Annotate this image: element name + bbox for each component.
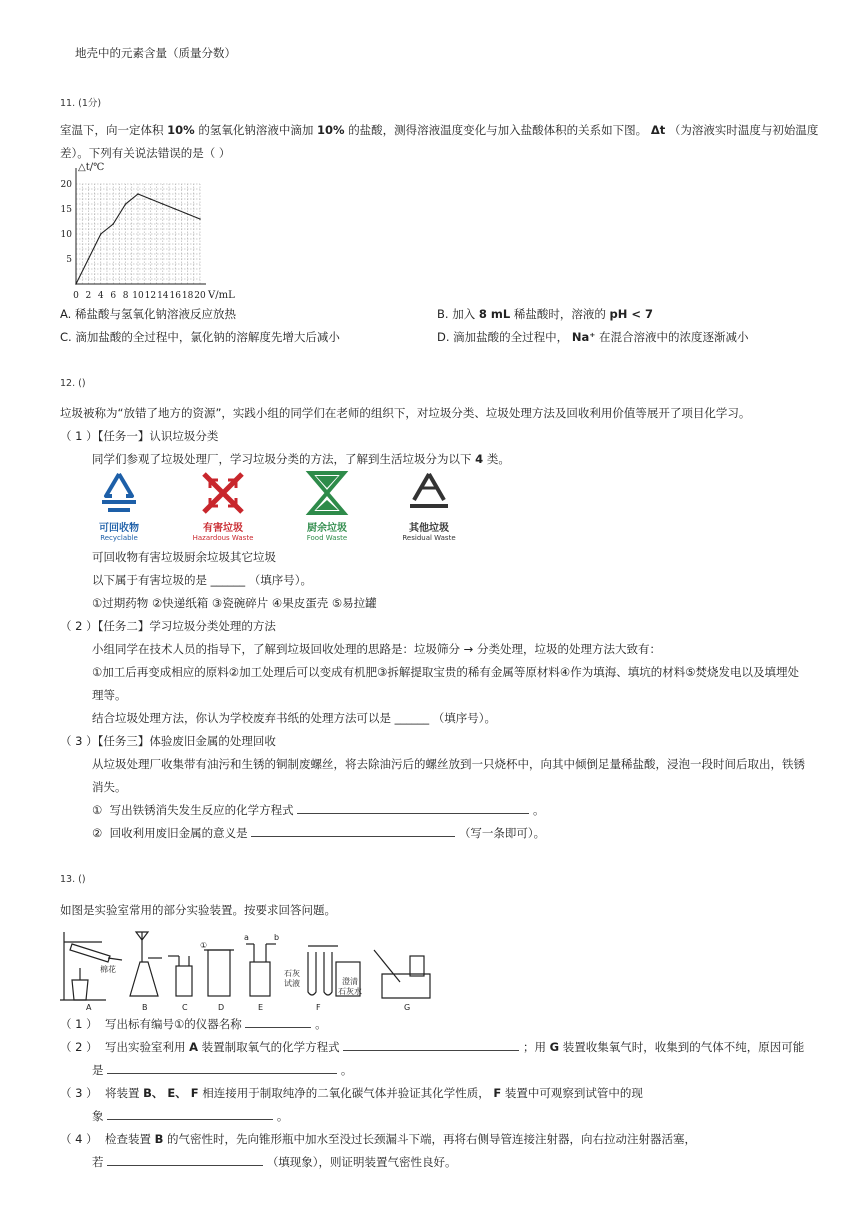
x-tick-label: 0 (73, 291, 79, 301)
label-b: B (142, 1003, 148, 1012)
limewater-label-2: 石灰水 (338, 987, 362, 996)
q11-stem-line1: 室温下，向一定体积 10% 的氢氧化钠溶液中滴加 10% 的盐酸，测得溶液温度变化与加入盐酸体积的关系如下图。 Δt （为溶液实时温度与初始温度 (60, 123, 819, 137)
y-tick-label: 15 (60, 205, 72, 215)
q11-stem-line2: 差）。下列有关说法错误的是（ ） (60, 146, 231, 160)
answer-blank[interactable] (107, 1155, 263, 1166)
y-axis-label: △t/℃ (78, 162, 105, 173)
q12-part1-text: 同学们参观了垃圾处理厂，学习垃圾分类的方法，了解到生活垃圾分为以下 4 类。 (92, 452, 510, 466)
question-11-header (60, 95, 101, 109)
hazardous-waste-icon: 有害垃圾 Hazardous Waste (188, 470, 258, 544)
temperature-chart (58, 158, 248, 306)
bottle-d (208, 950, 230, 996)
answer-blank[interactable] (107, 1063, 337, 1074)
q12-part3-q1: ① 写出铁锈消失发生反应的化学方程式 。 (92, 803, 545, 817)
question-12-header: 12. () (60, 378, 86, 389)
cotton-label: 棉花 (100, 965, 116, 974)
q11-option-b: B. 加入 8 mL 稀盐酸时，溶液的 pH < 7 (437, 307, 654, 321)
q12-part3-text1: 从垃圾处理厂收集带有油污和生锈的铜制废螺丝，将去除油污后的螺丝放到一只烧杯中，向其中倾倒足量稀盐酸，浸泡一段时间后取出，铁锈 (92, 757, 805, 771)
label-g: G (404, 1003, 411, 1012)
data-point (162, 203, 164, 205)
lab-apparatus-diagram (58, 922, 458, 1014)
test-tube (70, 944, 110, 962)
q13-part3-cont: 象 。 (92, 1109, 289, 1123)
x-tick-label: 4 (97, 291, 104, 301)
answer-blank[interactable] (343, 1040, 519, 1051)
water-trough (382, 974, 430, 998)
x-tick-label: 12 (144, 291, 157, 301)
port-b-label: b (274, 933, 280, 942)
data-point (112, 223, 114, 225)
data-point (100, 233, 102, 235)
data-point (150, 198, 152, 200)
question-number: 11. (60, 98, 76, 109)
q13-part4-cont: 若 （填现象），则证明装置气密性良好。 (92, 1155, 457, 1169)
q12-part1-items: ①过期药物 ②快递纸箱 ③瓷碗碎片 ④果皮蛋壳 ⑤易拉罐 (92, 596, 377, 610)
q12-part2-text3: 理等。 (92, 688, 127, 702)
residual-waste-icon: 其他垃圾 Residual Waste (396, 470, 462, 544)
q11-option-c: C. 滴加盐酸的全过程中，氯化钠的溶解度先增大后减小 (60, 330, 340, 344)
data-point (88, 258, 90, 260)
data-point (199, 218, 201, 220)
label-d: D (218, 1003, 225, 1012)
q13-intro: 如图是实验室常用的部分实验装置。按要求回答问题。 (60, 903, 336, 917)
limestone-label-2: 试液 (284, 979, 300, 988)
q12-part3-q2: ② 回收利用废旧金属的意义是 （写一条即可）。 (92, 826, 546, 840)
test-tube-f2 (324, 952, 332, 995)
port-a-label: a (244, 933, 249, 942)
data-point (125, 203, 127, 205)
q12-part2-question: 结合垃圾处理方法，你认为学校废弃书纸的处理方法可以是 ______ （填序号）。 (92, 711, 497, 725)
q12-intro: 垃圾被称为“放错了地方的资源”，实践小组的同学们在老师的组织下，对垃圾分类、垃圾处理方法及回收利用价值等展开了项目化学习。 (60, 406, 751, 420)
question-score: (1分) (78, 98, 102, 109)
label-a: A (86, 1003, 92, 1012)
q12-part3-text2: 消失。 (92, 780, 127, 794)
q12-part1-question: 以下属于有害垃圾的是 ______ （填序号）。 (92, 573, 313, 587)
q12-part2-text2: ①加工后再变成相应的原料②加工处理后可以变成有机肥③拆解提取宝贵的稀有金属等原材料④作为填海、填坑的材料⑤焚烧发电以及填埋处 (92, 665, 800, 679)
limestone-label-1: 石灰 (284, 969, 300, 978)
y-tick-label: 10 (60, 230, 72, 240)
data-point (174, 208, 176, 210)
q13-part2-cont: 是 。 (92, 1063, 353, 1077)
q13-part2: （ 2 ） 写出实验室利用 A 装置制取氧气的化学方程式 ；用 G 装置收集氧气时，收集到的气体不纯，原因可能 (60, 1040, 805, 1054)
data-point (137, 193, 139, 195)
label-f: F (316, 1003, 321, 1012)
x-axis-label: V/mL (208, 290, 235, 301)
alcohol-lamp (72, 980, 88, 1000)
answer-blank[interactable] (245, 1017, 311, 1028)
data-point (75, 283, 77, 285)
q13-part1: （ 1 ） 写出标有编号①的仪器名称 。 (60, 1017, 327, 1031)
gas-bottle-c (176, 966, 192, 996)
icon-caption: 可回收物有害垃圾厨余垃圾其它垃圾 (92, 550, 276, 564)
q12-part3-label: （ 3 ）【任务三】体验废旧金属的处理回收 (60, 734, 276, 748)
food-waste-icon: 厨余垃圾 Food Waste (296, 470, 358, 544)
answer-blank[interactable] (251, 826, 455, 837)
collecting-bottle (410, 956, 424, 976)
x-tick-label: 18 (181, 291, 194, 301)
x-tick-label: 6 (110, 291, 117, 301)
test-tube-f1 (308, 952, 316, 995)
conical-flask (130, 962, 158, 996)
x-tick-label: 8 (122, 291, 129, 301)
answer-blank[interactable] (297, 803, 529, 814)
question-13-header: 13. () (60, 874, 86, 885)
answer-blank[interactable] (107, 1109, 273, 1120)
data-point (187, 213, 189, 215)
y-tick-label: 20 (60, 180, 72, 190)
label-e: E (258, 1003, 264, 1012)
x-tick-label: 10 (132, 291, 144, 301)
x-tick-label: 2 (85, 291, 92, 301)
q13-part3: （ 3 ） 将装置 B、 E、 F 相连接用于制取纯净的二氧化碳气体并验证其化学性质， F 装置中可观察到试管中的现 (60, 1086, 643, 1100)
q12-part2-text1: 小组同学在技术人员的指导下，了解到垃圾回收处理的思路是：垃圾筛分 → 分类处理，垃圾的处理方法大致有： (92, 642, 661, 656)
q12-part2-label: （ 2 ）【任务二】学习垃圾分类处理的方法 (60, 619, 276, 633)
x-tick-label: 14 (157, 291, 169, 301)
q12-part1-label: （ 1 ）【任务一】认识垃圾分类 (60, 429, 219, 443)
x-tick-label: 20 (194, 291, 206, 301)
q13-part4: （ 4 ） 检查装置 B 的气密性时，先向锥形瓶中加水至没过长颈漏斗下端，再将右侧导管连接注射器，向右拉动注射器活塞， (60, 1132, 697, 1146)
top-line: 地壳中的元素含量（质量分数） (75, 46, 236, 60)
mark-1-label: ① (200, 941, 208, 950)
limewater-label-1: 澄清 (342, 977, 358, 986)
recyclable-icon: 可回收物 Recyclable (88, 470, 150, 544)
q11-option-d: D. 滴加盐酸的全过程中， Na⁺ 在混合溶液中的浓度逐渐减小 (437, 330, 749, 344)
y-tick-label: 5 (66, 255, 72, 265)
q11-option-a: A. 稀盐酸与氢氧化钠溶液反应放热 (60, 307, 236, 321)
label-c: C (182, 1003, 188, 1012)
washing-bottle-e (250, 962, 270, 996)
x-tick-label: 16 (169, 291, 181, 301)
